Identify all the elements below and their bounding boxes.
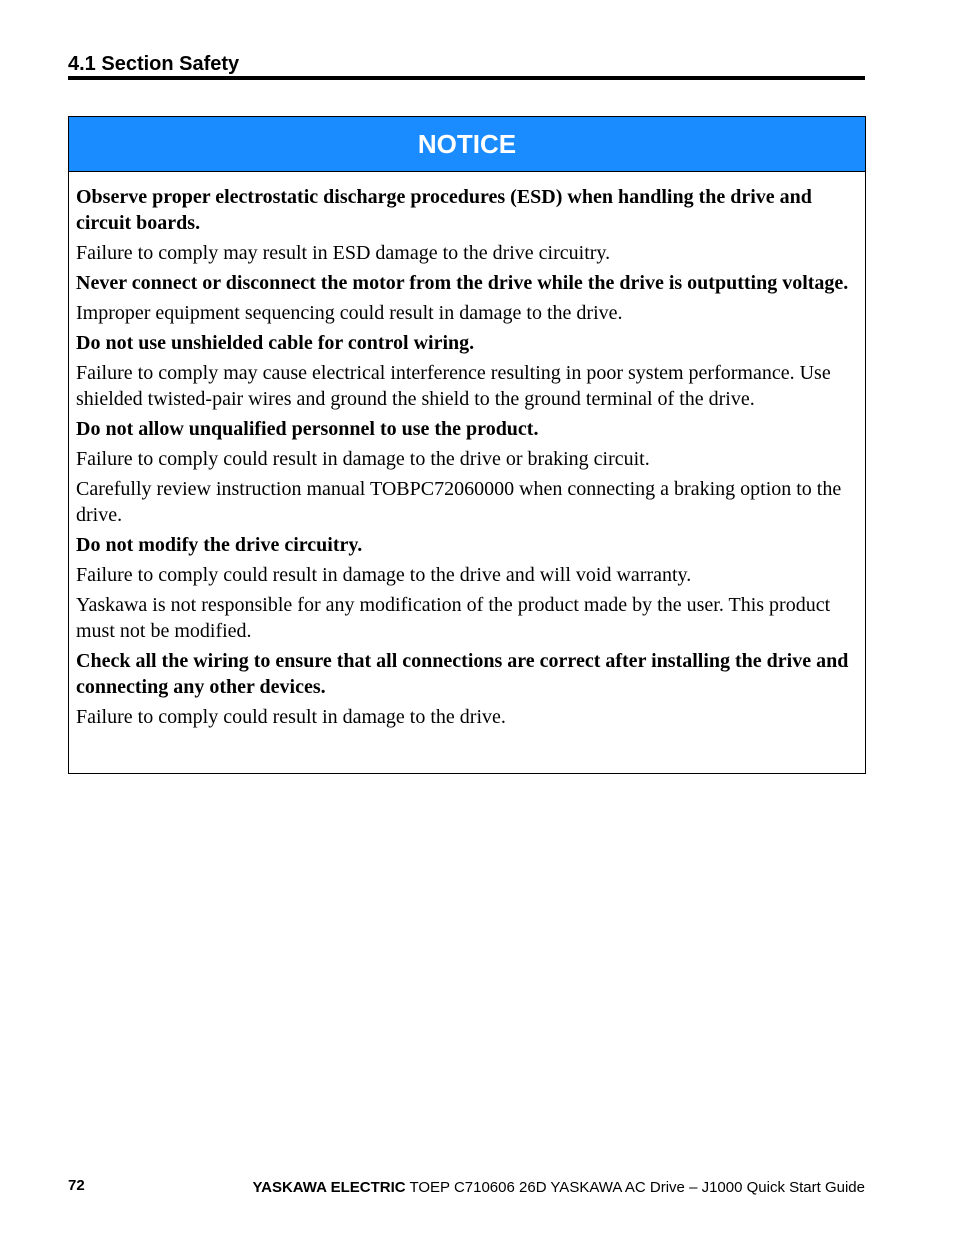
notice-paragraph: Failure to comply may result in ESD damage to the drive circuitry. <box>76 242 611 264</box>
notice-banner <box>69 117 865 172</box>
page-number: 72 <box>68 1177 85 1194</box>
notice-paragraph: Carefully review instruction manual TOBPC72060000 when connecting a braking option to the drive. <box>76 478 842 526</box>
notice-paragraph: Failure to comply may cause electrical interference resulting in poor system performance. Use shielded twisted-pair wires and ground the shield to the ground terminal of the drive. <box>76 362 831 410</box>
notice-paragraph: Improper equipment sequencing could result in damage to the drive. <box>76 302 623 324</box>
notice-paragraph: Do not use unshielded cable for control wiring. <box>76 332 475 354</box>
notice-paragraph: Check all the wiring to ensure that all connections are correct after installing the drive and connecting any other devices. <box>76 650 849 698</box>
notice-body <box>69 172 865 730</box>
notice-paragraph: Do not allow unqualified personnel to use the product. <box>76 418 539 440</box>
notice-box <box>68 116 866 774</box>
section-header <box>68 52 865 80</box>
notice-label: NOTICE <box>417 129 517 159</box>
notice-paragraph: Observe proper electrostatic discharge procedures (ESD) when handling the drive and circuit boards. <box>76 186 812 234</box>
notice-paragraph: Failure to comply could result in damage to the drive and will void warranty. <box>76 564 692 586</box>
section-title: 4.1 Section Safety <box>68 53 240 75</box>
notice-paragraph: Failure to comply could result in damage to the drive. <box>76 706 506 728</box>
footer-document-info <box>253 1179 866 1197</box>
footer-doc-title: TOEP C710606 26D YASKAWA AC Drive – J1000 Quick Start Guide <box>409 1179 865 1196</box>
footer-brand: YASKAWA ELECTRIC <box>252 1179 406 1196</box>
notice-paragraph: Failure to comply could result in damage to the drive or braking circuit. <box>76 448 650 470</box>
notice-paragraph: Yaskawa is not responsible for any modification of the product made by the user. This product must not be modified. <box>76 594 831 642</box>
notice-paragraph: Do not modify the drive circuitry. <box>76 534 363 556</box>
notice-paragraph: Never connect or disconnect the motor from the drive while the drive is outputting voltage. <box>76 272 849 294</box>
